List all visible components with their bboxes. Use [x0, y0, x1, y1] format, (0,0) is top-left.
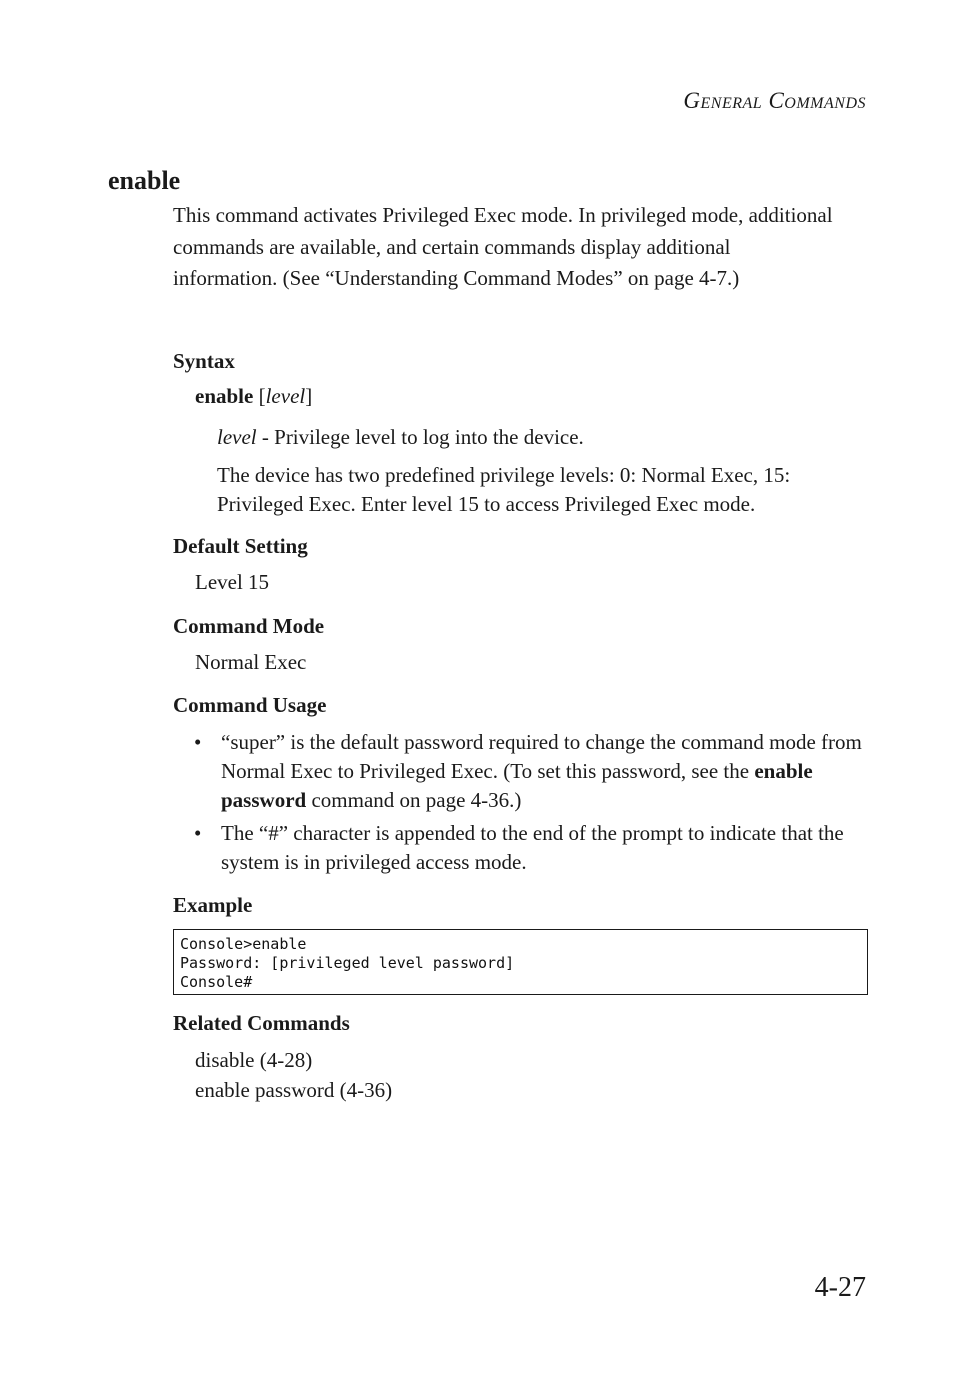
- usage-text: The “#” character is appended to the end of the prompt to indicate that the system is in privileged access mode.: [221, 821, 844, 874]
- running-header: General Commands: [683, 88, 866, 113]
- list-item: [194, 819, 864, 877]
- related-command-item: disable (4-28): [195, 1048, 313, 1072]
- command-mode-heading: Command Mode: [173, 614, 325, 638]
- param-note: The device has two predefined privilege levels: 0: Normal Exec, 15: Privileged Exec. Enter level 15 to access Privileged Exec mode.: [217, 463, 791, 516]
- code-line: Console#: [180, 973, 253, 991]
- example-heading: Example: [173, 893, 253, 917]
- command-usage-heading: Command Usage: [173, 693, 327, 717]
- example-code-box: [173, 929, 868, 995]
- code-line: Password: [privileged level password]: [180, 954, 515, 972]
- syntax-heading: Syntax: [173, 349, 235, 373]
- command-intro: This command activates Privileged Exec mode. In privileged mode, additional commands are available, and certain commands display additional information. (See “Understanding Command Modes” on page 4-7.): [173, 203, 833, 290]
- syntax-open-bracket: [: [253, 384, 266, 408]
- page-number: 4-27: [814, 1272, 866, 1303]
- command-title: enable: [108, 166, 181, 195]
- syntax-line: [195, 384, 312, 409]
- related-commands-list: [195, 1045, 392, 1105]
- param-name: level: [217, 425, 257, 449]
- related-command-item: enable password (4-36): [195, 1078, 393, 1102]
- usage-text: command on page 4-36.): [306, 788, 522, 812]
- usage-list: [194, 728, 864, 881]
- default-setting-value: Level 15: [195, 570, 270, 594]
- related-commands-heading: Related Commands: [173, 1011, 350, 1035]
- param-description: [217, 425, 584, 450]
- usage-bold-command: enable password: [221, 759, 813, 812]
- command-mode-value: Normal Exec: [195, 650, 307, 674]
- bullet-marker: •: [194, 821, 202, 845]
- code-line: Console>enable: [180, 935, 307, 953]
- bullet-marker: •: [194, 730, 202, 754]
- syntax-command: enable: [195, 384, 254, 408]
- syntax-close-bracket: ]: [305, 384, 313, 408]
- param-desc: - Privilege level to log into the device.: [256, 425, 584, 449]
- default-setting-heading: Default Setting: [173, 534, 308, 558]
- list-item: [194, 728, 864, 815]
- syntax-param: level: [265, 384, 306, 408]
- usage-text: “super” is the default password required to change the command mode from Normal Exec to Privileged Exec. (To set this password, see the: [221, 730, 862, 783]
